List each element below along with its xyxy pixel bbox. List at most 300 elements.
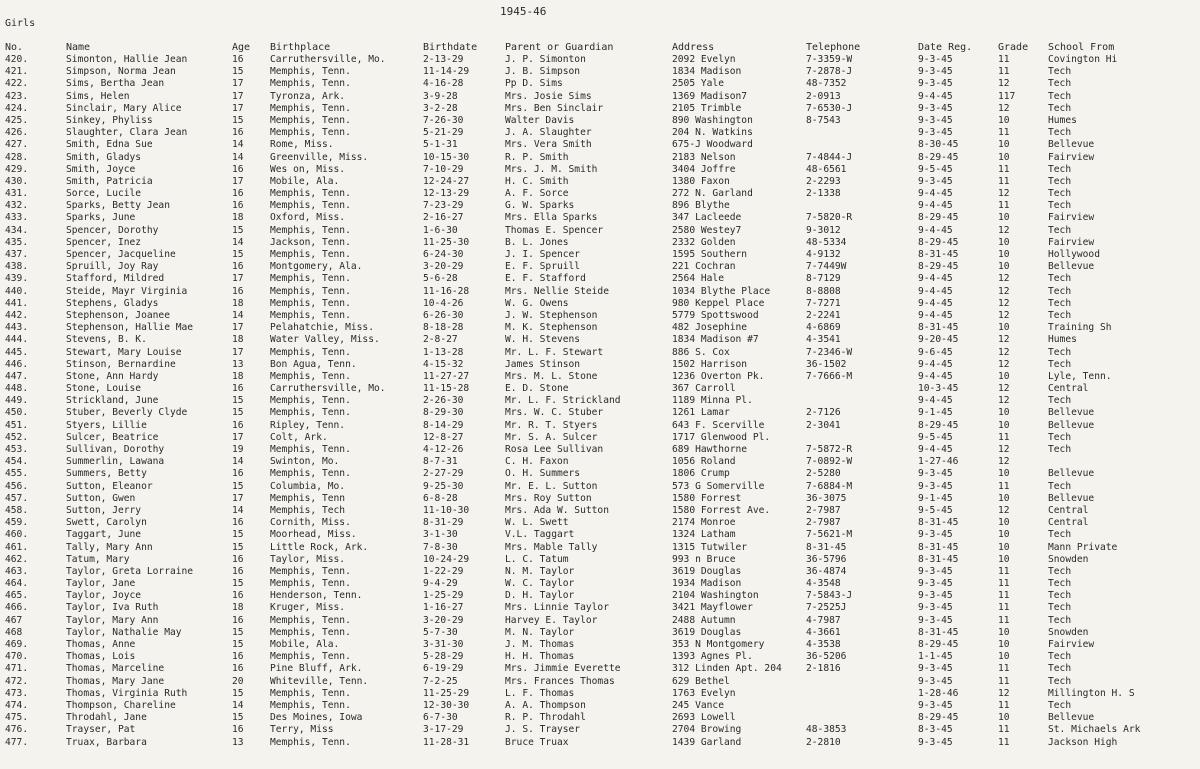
cell-age: 14 <box>232 456 244 468</box>
cell-no: 459. <box>5 517 29 529</box>
cell-name: Spencer, Inez <box>66 236 142 248</box>
cell-date-reg: 9-5-45 <box>918 163 953 175</box>
cell-birthplace: Moorhead, Miss. <box>270 529 357 541</box>
cell-birthdate: 7-8-30 <box>423 541 458 553</box>
cell-grade: 11 <box>998 200 1010 212</box>
cell-date-reg: 9-4-45 <box>918 188 953 200</box>
cell-grade: 12 <box>998 224 1010 236</box>
table-row <box>0 188 1200 200</box>
header-grade: Grade <box>998 42 1029 53</box>
cell-grade: 12 <box>998 358 1010 370</box>
cell-no: 428. <box>5 151 29 163</box>
cell-age: 14 <box>232 151 244 163</box>
cell-school: Covington Hi <box>1048 54 1118 65</box>
cell-grade: 11 <box>998 175 1010 187</box>
cell-date-reg: 9-3-45 <box>918 675 953 687</box>
table-row <box>0 651 1200 663</box>
header-school-from: School From <box>1048 42 1115 53</box>
cell-birthplace: Memphis, Tenn. <box>270 224 351 236</box>
table-row <box>0 456 1200 468</box>
cell-date-reg: 9-4-45 <box>918 200 953 212</box>
cell-name: Stone, Ann Hardy <box>66 370 159 382</box>
cell-name: Sutton, Eleanor <box>66 480 153 492</box>
cell-age: 15 <box>232 578 244 590</box>
cell-age: 15 <box>232 407 244 419</box>
cell-date-reg: 9-4-45 <box>918 444 953 455</box>
cell-school: Tech <box>1048 590 1072 602</box>
table-row <box>0 237 1200 249</box>
cell-parent: Mrs. Ben Sinclair <box>505 102 604 114</box>
cell-address: 980 Keppel Place <box>672 297 765 309</box>
cell-parent: Harvey E. Taylor <box>505 614 598 626</box>
cell-grade: 10 <box>998 468 1010 480</box>
cell-birthplace: Memphis, Tenn. <box>270 468 351 480</box>
cell-grade: 11 <box>998 127 1010 139</box>
cell-name: Stephenson, Hallie Mae <box>66 322 194 334</box>
cell-address: 1236 Overton Pk. <box>672 370 765 382</box>
cell-no: 464. <box>5 578 29 590</box>
cell-grade: 10 <box>998 407 1010 419</box>
cell-telephone: 36-4874 <box>806 565 847 577</box>
cell-grade: 10 <box>998 114 1010 126</box>
cell-birthplace: Water Valley, Miss. <box>270 334 380 346</box>
cell-parent: Mrs. Jimmie Everette <box>505 663 621 675</box>
cell-grade: 12 <box>998 444 1010 455</box>
cell-grade: 12 <box>998 297 1010 309</box>
cell-age: 18 <box>232 602 244 614</box>
cell-telephone: 2-2241 <box>806 309 841 321</box>
cell-name: Sims, Bertha Jean <box>66 78 165 90</box>
cell-grade: 11 <box>998 431 1010 443</box>
cell-name: Thompson, Chareline <box>66 699 176 711</box>
cell-school: Tech <box>1048 285 1072 297</box>
cell-birthdate: 10-15-30 <box>423 151 470 163</box>
cell-name: Taylor, Jane <box>66 578 136 590</box>
cell-grade: 10 <box>998 261 1010 273</box>
cell-birthplace: Memphis, Tenn. <box>270 102 351 114</box>
cell-school: Snowden <box>1048 553 1089 565</box>
header-birthplace: Birthplace <box>270 42 331 53</box>
cell-parent: Mr. R. T. Styers <box>505 419 598 431</box>
cell-address: 1806 Crump <box>672 468 730 480</box>
cell-date-reg: 8-29-45 <box>918 712 959 724</box>
cell-birthdate: 12-24-27 <box>423 175 470 187</box>
cell-birthplace: Memphis, Tenn. <box>270 249 351 260</box>
cell-birthplace: Whiteville, Tenn. <box>270 675 369 687</box>
cell-school: Bellevue <box>1048 468 1095 480</box>
cell-birthplace: Kruger, Miss. <box>270 602 346 614</box>
cell-no: 475. <box>5 712 29 724</box>
cell-address: 2704 Browing <box>672 724 742 736</box>
cell-address: 1189 Minna Pl. <box>672 395 753 407</box>
cell-birthdate: 6-19-29 <box>423 663 464 675</box>
cell-birthplace: Memphis, Tenn. <box>270 188 351 200</box>
cell-birthdate: 11-15-28 <box>423 383 470 395</box>
table-row <box>0 590 1200 602</box>
cell-name: Styers, Lillie <box>66 419 147 431</box>
cell-telephone: 36-1502 <box>806 358 847 370</box>
table-row <box>0 164 1200 176</box>
cell-name: Stuber, Beverly Clyde <box>66 407 188 419</box>
cell-date-reg: 9-3-45 <box>918 114 953 126</box>
cell-parent: M. N. Taylor <box>505 626 575 638</box>
cell-address: 347 Lacleede <box>672 212 742 224</box>
cell-no: 446. <box>5 358 29 370</box>
cell-grade: 10 <box>998 651 1010 663</box>
cell-age: 15 <box>232 626 244 638</box>
table-row <box>0 334 1200 346</box>
cell-birthdate: 8-31-29 <box>423 517 464 529</box>
cell-age: 16 <box>232 517 244 529</box>
cell-birthplace: Rome, Miss. <box>270 139 334 151</box>
table-row <box>0 115 1200 127</box>
cell-date-reg: 9-3-45 <box>918 102 953 114</box>
cell-telephone: 7-5621-M <box>806 529 853 541</box>
cell-address: 3404 Joffre <box>672 163 736 175</box>
cell-no: 432. <box>5 200 29 212</box>
cell-parent: O. H. Summers <box>505 468 581 480</box>
cell-address: 1934 Madison <box>672 578 742 590</box>
cell-no: 452. <box>5 431 29 443</box>
cell-grade: 12 <box>998 309 1010 321</box>
cell-age: 17 <box>232 431 244 443</box>
cell-school: Tech <box>1048 200 1072 212</box>
cell-school: Tech <box>1048 127 1072 139</box>
cell-telephone: 7-6530-J <box>806 102 853 114</box>
table-row <box>0 688 1200 700</box>
cell-parent: Mrs. Frances Thomas <box>505 675 615 687</box>
cell-grade: 117 <box>998 90 1016 102</box>
cell-date-reg: 9-4-45 <box>918 297 953 309</box>
cell-age: 15 <box>232 712 244 724</box>
cell-no: 443. <box>5 322 29 334</box>
cell-name: Thomas, Lois <box>66 651 136 663</box>
cell-age: 16 <box>232 163 244 175</box>
cell-birthplace: Pine Bluff, Ark. <box>270 663 363 675</box>
cell-grade: 12 <box>998 78 1010 90</box>
cell-birthplace: Henderson, Tenn. <box>270 590 363 602</box>
cell-grade: 11 <box>998 614 1010 626</box>
cell-date-reg: 8-31-45 <box>918 553 959 565</box>
cell-parent: L. F. Thomas <box>505 687 575 699</box>
cell-no: 438. <box>5 261 29 273</box>
cell-address: 367 Carroll <box>672 383 736 395</box>
cell-parent: A. A. Thompson <box>505 699 586 711</box>
cell-telephone: 8-8808 <box>806 285 841 297</box>
cell-school: Tech <box>1048 224 1072 236</box>
cell-birthdate: 11-16-28 <box>423 285 470 297</box>
header-telephone: Telephone <box>806 42 861 53</box>
cell-telephone: 7-2878-J <box>806 66 853 78</box>
cell-no: 437. <box>5 249 29 260</box>
cell-telephone: 48-5334 <box>806 236 847 248</box>
cell-grade: 12 <box>998 687 1010 699</box>
cell-address: 629 Bethel <box>672 675 730 687</box>
cell-parent: Mrs. Mable Tally <box>505 541 598 553</box>
cell-no: 457. <box>5 492 29 504</box>
cell-grade: 10 <box>998 712 1010 724</box>
cell-age: 16 <box>232 127 244 139</box>
cell-name: Swett, Carolyn <box>66 517 147 529</box>
cell-parent: Mr. S. A. Sulcer <box>505 431 598 443</box>
table-row <box>0 712 1200 724</box>
cell-birthplace: Cornith, Miss. <box>270 517 351 529</box>
cell-address: 204 N. Watkins <box>672 127 753 139</box>
cell-no: 420. <box>5 54 29 65</box>
cell-birthplace: Memphis, Tenn. <box>270 578 351 590</box>
cell-grade: 10 <box>998 249 1010 260</box>
cell-birthplace: Memphis, Tenn. <box>270 687 351 699</box>
cell-school: Bellevue <box>1048 261 1095 273</box>
cell-name: Stephenson, Joanee <box>66 309 170 321</box>
cell-no: 466. <box>5 602 29 614</box>
cell-birthdate: 5-21-29 <box>423 127 464 139</box>
cell-no: 473. <box>5 687 29 699</box>
cell-name: Summerlin, Lawana <box>66 456 165 468</box>
cell-grade: 12 <box>998 285 1010 297</box>
cell-grade: 10 <box>998 370 1010 382</box>
cell-age: 15 <box>232 66 244 78</box>
cell-birthplace: Memphis, Tenn. <box>270 114 351 126</box>
cell-birthplace: Memphis, Tenn. <box>270 614 351 626</box>
cell-birthdate: 11-25-29 <box>423 687 470 699</box>
cell-age: 17 <box>232 90 244 102</box>
cell-birthplace: Oxford, Miss. <box>270 212 346 224</box>
cell-name: Truax, Barbara <box>66 736 147 748</box>
cell-name: Tatum, Mary <box>66 553 130 565</box>
table-row <box>0 127 1200 139</box>
cell-age: 20 <box>232 675 244 687</box>
cell-address: 3619 Douglas <box>672 565 742 577</box>
cell-date-reg: 9-5-45 <box>918 504 953 516</box>
cell-parent: Mrs. J. M. Smith <box>505 163 598 175</box>
cell-no: 456. <box>5 480 29 492</box>
cell-school: Tech <box>1048 78 1072 90</box>
cell-school: Jackson High <box>1048 736 1118 748</box>
cell-address: 1834 Madison <box>672 66 742 78</box>
cell-school: Tech <box>1048 66 1072 78</box>
cell-birthdate: 10-24-29 <box>423 553 470 565</box>
cell-age: 18 <box>232 297 244 309</box>
cell-address: 5779 Spottswood <box>672 309 759 321</box>
cell-age: 18 <box>232 334 244 346</box>
cell-birthdate: 1-16-27 <box>423 602 464 614</box>
cell-parent: D. H. Taylor <box>505 590 575 602</box>
table-row <box>0 432 1200 444</box>
cell-age: 16 <box>232 614 244 626</box>
cell-birthplace: Memphis, Tenn. <box>270 736 351 748</box>
cell-no: 439. <box>5 273 29 285</box>
cell-telephone: 4-9132 <box>806 249 841 260</box>
cell-address: 2488 Autumn <box>672 614 736 626</box>
table-row <box>0 103 1200 115</box>
cell-address: 1763 Evelyn <box>672 687 736 699</box>
cell-school: Tech <box>1048 565 1072 577</box>
cell-date-reg: 9-3-45 <box>918 602 953 614</box>
cell-name: Sorce, Lucile <box>66 188 142 200</box>
cell-school: Bellevue <box>1048 139 1095 151</box>
cell-birthplace: Ripley, Tenn. <box>270 419 346 431</box>
cell-birthplace: Memphis, Tenn. <box>270 395 351 407</box>
cell-address: 573 G Somerville <box>672 480 765 492</box>
cell-no: 450. <box>5 407 29 419</box>
cell-school: Humes <box>1048 334 1077 346</box>
cell-parent: Pp D. Sims <box>505 78 563 90</box>
register-rows <box>0 54 1200 749</box>
cell-name: Taylor, Greta Lorraine <box>66 565 194 577</box>
table-row <box>0 627 1200 639</box>
cell-parent: Bruce Truax <box>505 736 569 748</box>
cell-birthplace: Memphis, Tenn. <box>270 346 351 358</box>
cell-school: Bellevue <box>1048 419 1095 431</box>
cell-name: Taylor, Nathalie May <box>66 626 182 638</box>
cell-birthplace: Pelahatchie, Miss. <box>270 322 374 334</box>
cell-parent: W. C. Taylor <box>505 578 575 590</box>
table-row <box>0 383 1200 395</box>
cell-birthplace: Memphis, Tenn. <box>270 309 351 321</box>
cell-birthplace: Memphis, Tech <box>270 504 346 516</box>
cell-birthplace: Memphis, Tenn. <box>270 200 351 212</box>
table-row <box>0 615 1200 627</box>
cell-address: 2183 Nelson <box>672 151 736 163</box>
cell-telephone: 7-3359-W <box>806 54 853 65</box>
cell-telephone: 7-0892-W <box>806 456 853 468</box>
cell-address: 1324 Latham <box>672 529 736 541</box>
cell-age: 14 <box>232 139 244 151</box>
cell-parent: B. L. Jones <box>505 236 569 248</box>
cell-date-reg: 9-3-45 <box>918 614 953 626</box>
table-row <box>0 91 1200 103</box>
cell-date-reg: 8-31-45 <box>918 322 959 334</box>
cell-age: 17 <box>232 78 244 90</box>
cell-name: Thomas, Marceline <box>66 663 165 675</box>
cell-birthdate: 2-13-29 <box>423 54 464 65</box>
cell-date-reg: 9-3-45 <box>918 480 953 492</box>
cell-birthplace: Carruthersville, Mo. <box>270 383 386 395</box>
cell-school: Mann Private <box>1048 541 1118 553</box>
cell-no: 476. <box>5 724 29 736</box>
cell-parent: Mr. L. F. Strickland <box>505 395 621 407</box>
cell-telephone: 2-7987 <box>806 517 841 529</box>
cell-address: 482 Josephine <box>672 322 748 334</box>
cell-no: 448. <box>5 383 29 395</box>
cell-name: Smith, Joyce <box>66 163 136 175</box>
cell-birthdate: 3-20-29 <box>423 261 464 273</box>
cell-birthdate: 3-9-28 <box>423 90 458 102</box>
cell-telephone: 4-7987 <box>806 614 841 626</box>
cell-date-reg: 1-28-46 <box>918 687 959 699</box>
cell-birthdate: 4-12-26 <box>423 444 464 455</box>
cell-birthplace: Memphis, Tenn. <box>270 127 351 139</box>
cell-age: 16 <box>232 565 244 577</box>
cell-date-reg: 9-4-45 <box>918 90 953 102</box>
cell-birthdate: 6-8-28 <box>423 492 458 504</box>
cell-age: 15 <box>232 224 244 236</box>
cell-parent: J. W. Stephenson <box>505 309 598 321</box>
cell-telephone: 2-2293 <box>806 175 841 187</box>
cell-name: Sinkey, Phyliss <box>66 114 153 126</box>
cell-date-reg: 9-3-45 <box>918 54 953 65</box>
cell-address: 1580 Forrest Ave. <box>672 504 771 516</box>
cell-name: Summers, Betty <box>66 468 147 480</box>
cell-age: 19 <box>232 444 244 455</box>
cell-name: Taylor, Iva Ruth <box>66 602 159 614</box>
cell-address: 1056 Roland <box>672 456 736 468</box>
cell-birthdate: 1-22-29 <box>423 565 464 577</box>
cell-birthplace: Memphis, Tenn. <box>270 273 351 285</box>
table-row <box>0 310 1200 322</box>
cell-grade: 10 <box>998 322 1010 334</box>
cell-parent: A. F. Sorce <box>505 188 569 200</box>
cell-birthplace: Swinton, Mo. <box>270 456 340 468</box>
cell-date-reg: 9-5-45 <box>918 431 953 443</box>
cell-telephone: 36-5206 <box>806 651 847 663</box>
table-row <box>0 493 1200 505</box>
cell-birthdate: 5-7-30 <box>423 626 458 638</box>
cell-school: Tech <box>1048 102 1072 114</box>
cell-address: 896 Blythe <box>672 200 730 212</box>
cell-school: Millington H. S <box>1048 687 1135 699</box>
cell-no: 429. <box>5 163 29 175</box>
cell-parent: Mrs. Nellie Steide <box>505 285 609 297</box>
cell-grade: 11 <box>998 699 1010 711</box>
cell-birthplace: Jackson, Tenn. <box>270 236 351 248</box>
table-row <box>0 298 1200 310</box>
cell-telephone: 4-6869 <box>806 322 841 334</box>
cell-birthdate: 12-13-29 <box>423 188 470 200</box>
cell-grade: 12 <box>998 383 1010 395</box>
cell-age: 17 <box>232 102 244 114</box>
cell-age: 16 <box>232 419 244 431</box>
cell-age: 15 <box>232 114 244 126</box>
cell-telephone: 7-6884-M <box>806 480 853 492</box>
cell-age: 16 <box>232 54 244 65</box>
cell-school: Tech <box>1048 163 1072 175</box>
cell-birthplace: Memphis, Tenn. <box>270 66 351 78</box>
cell-name: Sutton, Gwen <box>66 492 136 504</box>
cell-school: Central <box>1048 383 1089 395</box>
cell-age: 13 <box>232 358 244 370</box>
cell-no: 458. <box>5 504 29 516</box>
cell-address: 993 n Bruce <box>672 553 736 565</box>
cell-birthplace: Memphis, Tenn. <box>270 651 351 663</box>
cell-name: Taylor, Joyce <box>66 590 142 602</box>
cell-birthplace: Little Rock, Ark. <box>270 541 369 553</box>
cell-address: 1393 Agnes Pl. <box>672 651 753 663</box>
cell-birthdate: 8-18-28 <box>423 322 464 334</box>
cell-no: 463. <box>5 565 29 577</box>
cell-school: Tech <box>1048 297 1072 309</box>
cell-grade: 12 <box>998 334 1010 346</box>
cell-name: Thomas, Mary Jane <box>66 675 165 687</box>
table-row <box>0 602 1200 614</box>
cell-no: 449. <box>5 395 29 407</box>
cell-parent: R. P. Throdahl <box>505 712 586 724</box>
table-row <box>0 420 1200 432</box>
cell-telephone: 8-31-45 <box>806 541 847 553</box>
cell-date-reg: 9-3-45 <box>918 66 953 78</box>
cell-age: 16 <box>232 553 244 565</box>
cell-telephone: 48-6561 <box>806 163 847 175</box>
cell-birthdate: 8-7-31 <box>423 456 458 468</box>
cell-name: Slaughter, Clara Jean <box>66 127 188 139</box>
cell-school: Snowden <box>1048 626 1089 638</box>
cell-age: 17 <box>232 273 244 285</box>
cell-school: Bellevue <box>1048 712 1095 724</box>
cell-school: Tech <box>1048 395 1072 407</box>
cell-date-reg: 8-31-45 <box>918 249 959 260</box>
cell-telephone: 8-7129 <box>806 273 841 285</box>
